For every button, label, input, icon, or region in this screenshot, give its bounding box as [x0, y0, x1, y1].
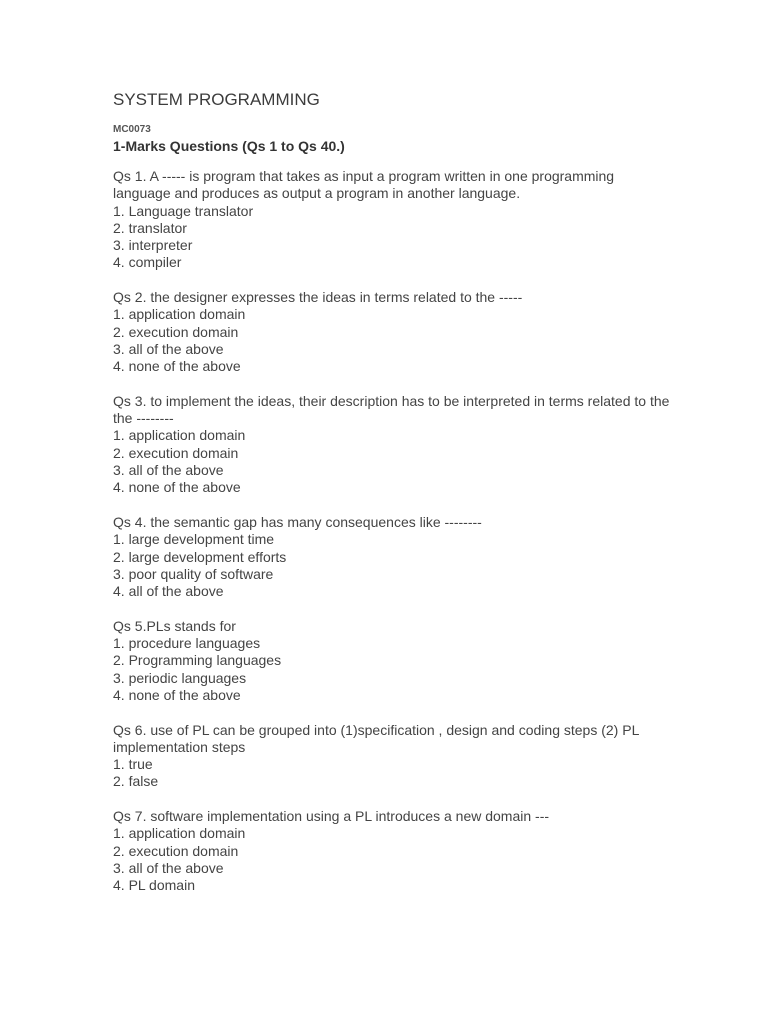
question-text: Qs 2. the designer expresses the ideas in terms related to the -----	[113, 289, 523, 306]
question-item	[113, 808, 673, 894]
option-list	[113, 306, 673, 375]
question-text: Qs 1. A ----- is program that takes as input a program written in one programming language and produces as output a program in another language.	[113, 168, 615, 202]
option-list	[113, 825, 673, 894]
document-page	[113, 90, 673, 912]
question-list	[113, 168, 673, 894]
option-item: 4. none of the above	[113, 358, 241, 375]
option-item: 1. application domain	[113, 825, 246, 842]
question-item	[113, 618, 673, 704]
question-item	[113, 722, 673, 791]
option-list	[113, 427, 673, 496]
option-item: 1. true	[113, 756, 153, 773]
option-item: 4. all of the above	[113, 583, 224, 600]
section-heading: 1-Marks Questions (Qs 1 to Qs 40.)	[113, 138, 345, 154]
option-item: 3. all of the above	[113, 859, 224, 876]
option-list	[113, 756, 673, 791]
option-item: 1. application domain	[113, 427, 246, 444]
option-item: 2. Programming languages	[113, 652, 282, 669]
question-item	[113, 514, 673, 600]
option-item: 3. interpreter	[113, 237, 193, 254]
option-item: 3. all of the above	[113, 462, 224, 479]
option-item: 4. none of the above	[113, 686, 241, 703]
question-item	[113, 289, 673, 375]
question-text: Qs 3. to implement the ideas, their description has to be interpreted in terms related to the the --------	[113, 392, 670, 427]
question-text: Qs 6. use of PL can be grouped into (1)specification , design and coding steps (2) PL implementation steps	[113, 721, 639, 755]
option-item: 1. application domain	[113, 306, 246, 323]
option-item: 1. large development time	[113, 531, 275, 548]
option-item: 3. poor quality of software	[113, 565, 274, 582]
question-item	[113, 168, 673, 272]
question-item	[113, 393, 673, 497]
question-text: Qs 7. software implementation using a PL introduces a new domain ---	[113, 807, 550, 824]
option-item: 2. translator	[113, 219, 187, 236]
question-text: Qs 4. the semantic gap has many consequences like --------	[113, 513, 482, 530]
option-item: 1. Language translator	[113, 202, 254, 219]
option-item: 4. compiler	[113, 254, 182, 271]
option-item: 2. execution domain	[113, 444, 239, 461]
option-item: 3. all of the above	[113, 340, 224, 357]
option-list	[113, 203, 673, 272]
option-item: 2. false	[113, 773, 159, 790]
question-text: Qs 5.PLs stands for	[113, 617, 236, 634]
option-item: 1. procedure languages	[113, 635, 261, 652]
option-item: 2. execution domain	[113, 842, 239, 859]
option-list	[113, 531, 673, 600]
course-code: MC0073	[113, 124, 151, 135]
option-item: 2. execution domain	[113, 323, 239, 340]
option-item: 4. none of the above	[113, 479, 241, 496]
option-list	[113, 635, 673, 704]
option-item: 4. PL domain	[113, 877, 195, 894]
option-item: 3. periodic languages	[113, 669, 247, 686]
document-title: SYSTEM PROGRAMMING	[113, 90, 320, 109]
option-item: 2. large development efforts	[113, 548, 287, 565]
